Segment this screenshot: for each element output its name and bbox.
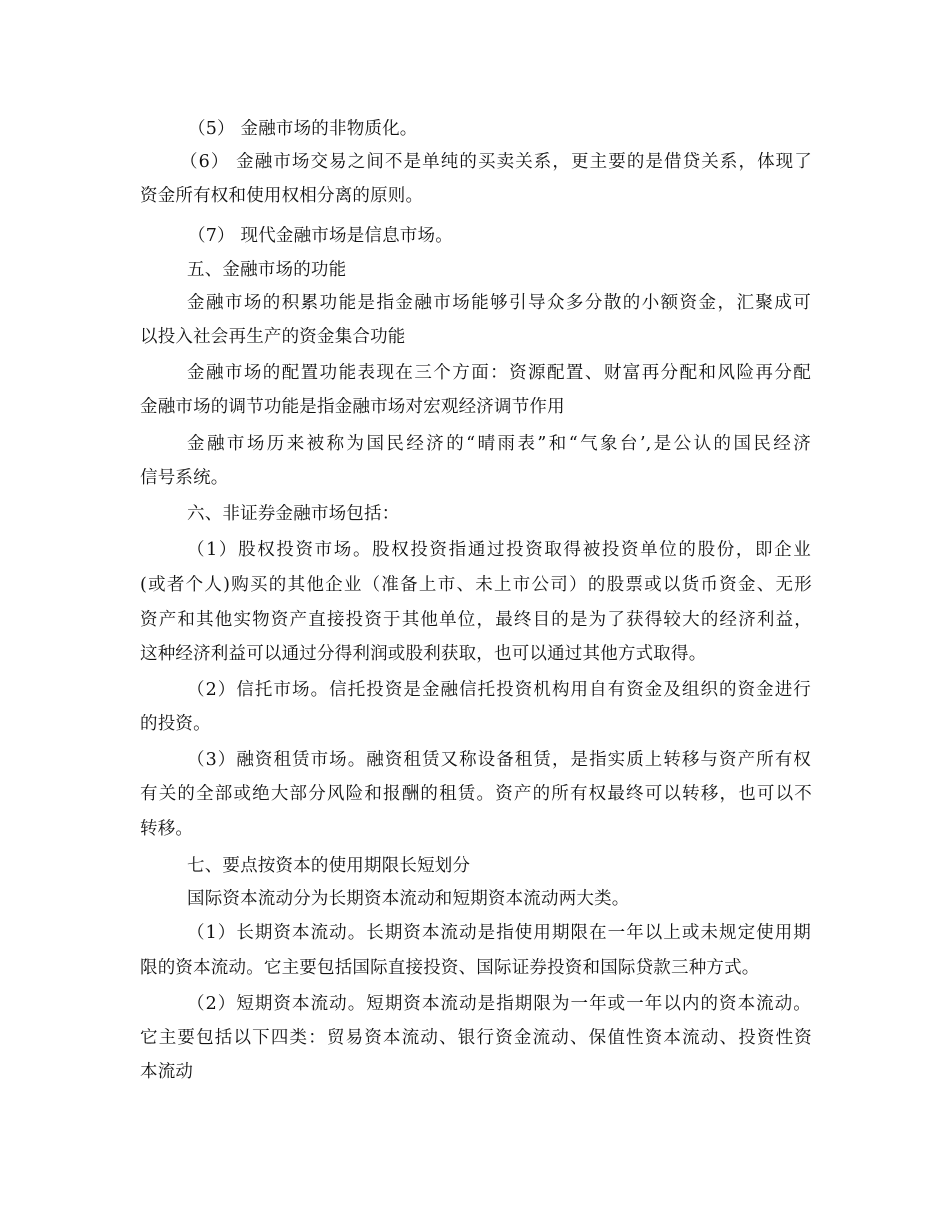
text-line: 限的资本流动。它主要包括国际直接投资、国际证券投资和国际贷款三种方式。 [140,958,760,978]
text-line: 金融市场历来被称为国民经济的“晴雨表”和“气象台’,是公认的国民经济 [187,434,811,454]
text-line: 国际资本流动分为长期资本流动和短期资本流动两大类。 [187,889,630,909]
text-line: 转移。 [140,819,194,839]
text-line: （1）长期资本流动。长期资本流动是指使用期限在一年以上或未规定使用期 [187,923,811,943]
text-line: 的投资。 [140,714,211,734]
section-heading: 五、金融市场的功能 [187,260,347,280]
text-line: （2）短期资本流动。短期资本流动是指期限为一年或一年以内的资本流动。 [187,994,811,1014]
text-line: 这种经济利益可以通过分得利润或股利获取，也可以通过其他方式取得。 [140,644,707,664]
text-line: 资产和其他实物资产直接投资于其他单位，最终目的是为了获得较大的经济利益， [140,610,812,630]
text-line: 金融市场的配置功能表现在三个方面：资源配置、财富再分配和风险再分配 [187,363,811,383]
text-line: （5） 金融市场的非物质化。 [188,119,418,139]
text-line: 以投入社会再生产的资金集合功能 [140,327,406,347]
text-line: 金融市场的调节功能是指金融市场对宏观经济调节作用 [140,397,565,417]
section-heading: 六、非证券金融市场包括： [187,504,400,524]
text-line: 信号系统。 [140,468,229,488]
text-line: 金融市场的积累功能是指金融市场能够引导众多分散的小额资金，汇聚成可 [187,293,811,313]
text-line: 有关的全部或绝大部分风险和报酬的租赁。资产的所有权最终可以转移，也可以不 [140,784,812,804]
text-line: （6） 金融市场交易之间不是单纯的买卖关系，更主要的是借贷关系，体现了 [180,152,812,172]
text-line: 资金所有权和使用权相分离的原则。 [140,186,424,206]
text-line: （1）股权投资市场。股权投资指通过投资取得被投资单位的股份，即企业 [187,540,811,560]
text-line: （2）信托市场。信托投资是金融信托投资机构用自有资金及组织的资金进行 [187,680,811,700]
section-heading: 七、要点按资本的使用期限长短划分 [187,856,471,876]
text-line: （7） 现代金融市场是信息市场。 [188,226,453,246]
text-line: (或者个人)购买的其他企业（准备上市、未上市公司）的股票或以货币资金、无形 [140,575,812,595]
text-line: （3）融资租赁市场。融资租赁又称设备租赁，是指实质上转移与资产所有权 [187,750,811,770]
text-line: 本流动 [140,1062,194,1082]
text-line: 它主要包括以下四类：贸易资本流动、银行资金流动、保值性资本流动、投资性资 [140,1028,812,1048]
